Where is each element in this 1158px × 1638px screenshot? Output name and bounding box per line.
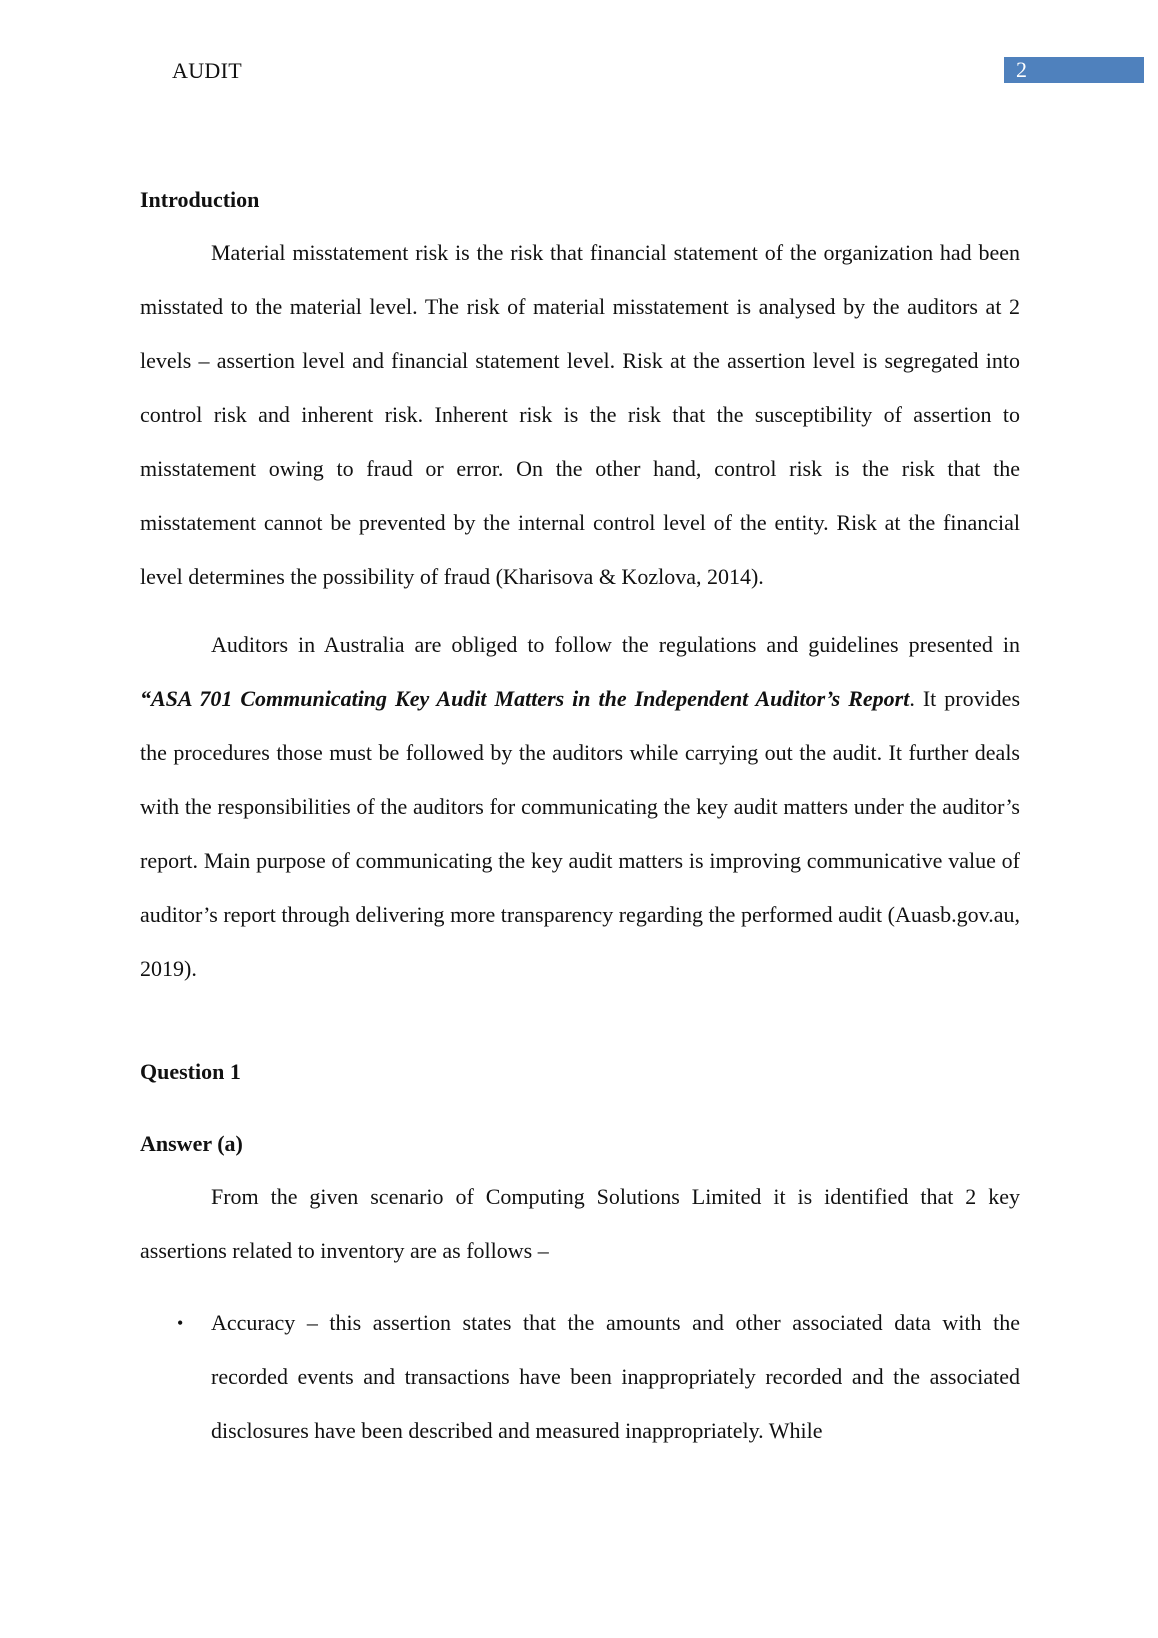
document-body: [140, 182, 1020, 1458]
asa-701-citation: “ASA 701 Communicating Key Audit Matters in the Independent Auditor’s Report: [140, 686, 910, 711]
list-item: [140, 1296, 1020, 1458]
question-1-heading: Question 1: [140, 1059, 241, 1084]
page-number-box: [1004, 57, 1144, 83]
running-head: AUDIT: [172, 58, 242, 83]
answer-a-paragraph: From the given scenario of Computing Solutions Limited it is identified that 2 key assertions related to inventory are as follows –: [140, 1184, 1020, 1263]
page-number: 2: [1016, 57, 1027, 82]
answer-a-heading: Answer (a): [140, 1131, 243, 1156]
assertion-list: [140, 1296, 1020, 1458]
introduction-paragraph-1: Material misstatement risk is the risk that financial statement of the organization had been misstated to the material level. The risk of material misstatement is analysed by the auditors at 2 levels – assertion level and financial statement level. Risk at the assertion level is segregated into control risk and inherent risk. Inherent risk is the risk that the susceptibility of assertion to misstatement owing to fraud or error. On the other hand, control risk is the risk that the misstatement cannot be prevented by the internal control level of the entity. Risk at the financial level determines the possibility of fraud (Kharisova & Kozlova, 2014).: [140, 240, 1020, 589]
bullet-icon: •: [177, 1313, 184, 1333]
paragraph-2-lead: Auditors in Australia are obliged to follow the regulations and guidelines presented in: [211, 632, 1020, 657]
introduction-paragraph-2: [140, 618, 1020, 996]
paragraph-2-rest: . It provides the procedures those must be followed by the auditors while carrying out the audit. It further deals with the responsibilities of the auditors for communicating the key audit matters under the auditor’s report. Main purpose of communicating the key audit matters is improving communicative value of auditor’s report through delivering more transparency regarding the performed audit (Auasb.gov.au, 2019).: [140, 686, 1021, 981]
list-item-text: Accuracy – this assertion states that the amounts and other associated data with the recorded events and transactions have been inappropriately recorded and the associated disclosures have been described and measured inappropriately. While: [211, 1310, 1020, 1443]
introduction-heading: Introduction: [140, 187, 260, 212]
